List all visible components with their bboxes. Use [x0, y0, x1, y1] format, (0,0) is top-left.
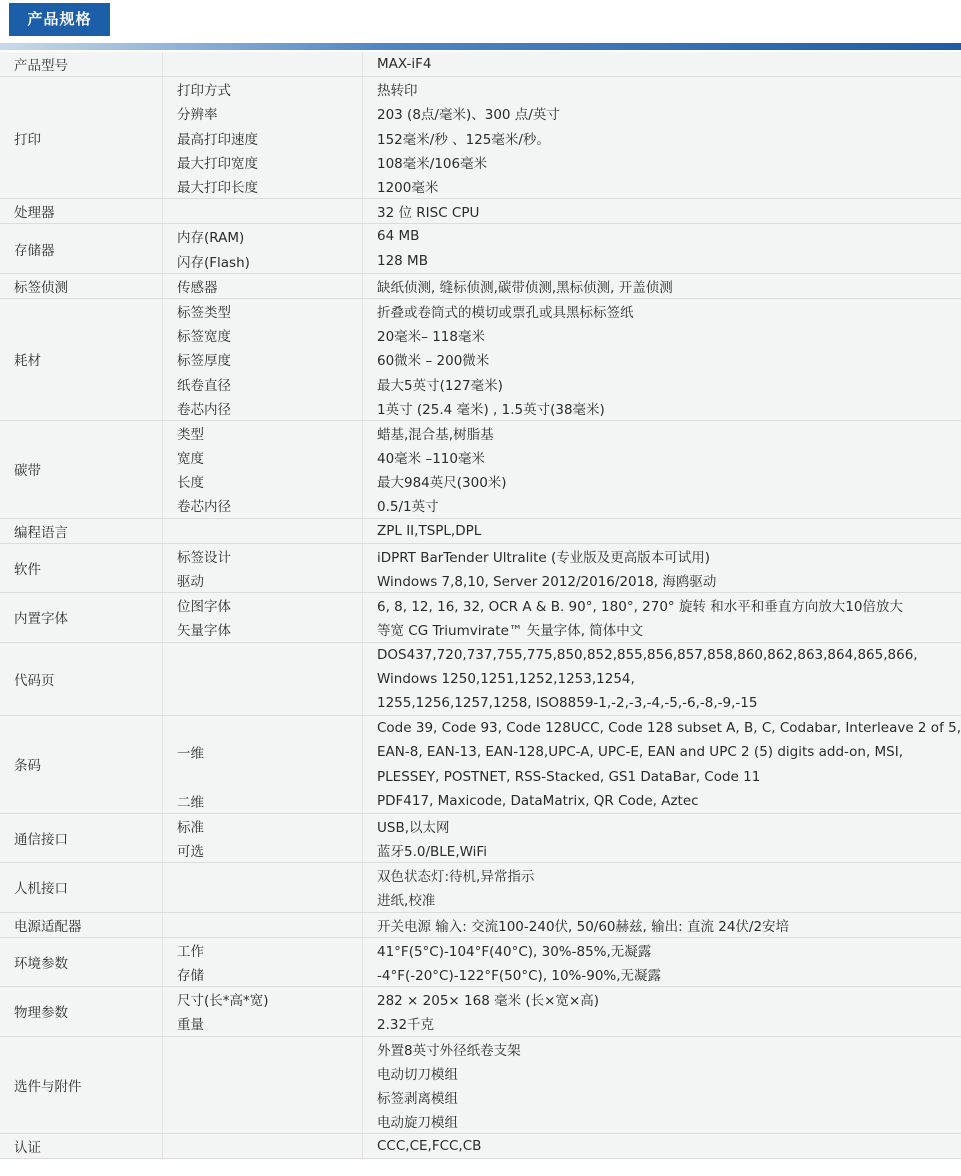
spec-group	[0, 716, 961, 814]
spec-subcategory: 标签厚度	[162, 347, 362, 371]
spec-value: Code 39, Code 93, Code 128UCC, Code 128 subset A, B, C, Codabar, Interleave 2 of 5,	[362, 716, 961, 740]
spec-category: 产品型号	[14, 58, 68, 75]
spec-subcategory	[162, 1134, 362, 1158]
spec-category: 存储器	[14, 242, 55, 259]
spec-subcategory: 分辨率	[162, 101, 362, 125]
spec-category: 物理参数	[14, 1005, 68, 1022]
spec-row	[162, 962, 961, 986]
spec-category: 打印	[14, 131, 41, 148]
spec-value: 标签剥离模组	[362, 1085, 961, 1109]
spec-subcategory: 矢量字体	[162, 617, 362, 641]
spec-subcategory: 可选	[162, 838, 362, 862]
spec-value: 等宽 CG Triumvirate™ 矢量字体, 简体中文	[362, 617, 961, 641]
spec-group	[0, 593, 961, 642]
spec-value: Windows 7,8,10, Server 2012/2016/2018, 海鸥驱动	[362, 568, 961, 592]
spec-row	[162, 1011, 961, 1035]
spec-category: 条码	[14, 758, 41, 775]
spec-row	[162, 396, 961, 420]
spec-row	[162, 77, 961, 101]
spec-subcategory	[162, 764, 362, 788]
spec-subcategory: 类型	[162, 421, 362, 445]
spec-row	[162, 519, 961, 543]
spec-row	[162, 789, 961, 813]
spec-subcategory	[162, 667, 362, 691]
spec-subcategory: 内存(RAM)	[162, 224, 362, 248]
spec-group	[0, 421, 961, 519]
spec-row	[162, 987, 961, 1011]
spec-category: 编程语言	[14, 524, 68, 541]
spec-value: EAN-8, EAN-13, EAN-128,UPC-A, UPC-E, EAN and UPC 2 (5) digits add-on, MSI,	[362, 740, 961, 764]
spec-value: 0.5/1英寸	[362, 493, 961, 517]
spec-row	[162, 887, 961, 911]
spec-value: 蓝牙5.0/BLE,WiFi	[362, 838, 961, 862]
spec-subcategory	[162, 913, 362, 937]
spec-value: 41°F(5°C)-104°F(40°C), 30%-85%,无凝露	[362, 938, 961, 962]
spec-group	[0, 299, 961, 421]
spec-row	[162, 643, 961, 667]
spec-category: 通信接口	[14, 832, 68, 848]
spec-row	[162, 274, 961, 298]
spec-value: 203 (8点/毫米)、300 点/英寸	[362, 101, 961, 125]
spec-value: iDPRT BarTender Ultralite (专业版及更高版本可试用)	[362, 544, 961, 568]
spec-subcategory	[162, 52, 362, 76]
spec-subcategory: 标签宽度	[162, 323, 362, 347]
spec-value: 热转印	[362, 77, 961, 101]
spec-group	[0, 274, 961, 299]
spec-group	[0, 52, 961, 77]
spec-category: 代码页	[14, 672, 55, 689]
spec-value: 6, 8, 12, 16, 32, OCR A & B. 90°, 180°, 270° 旋转 和水平和垂直方向放大10倍放大	[362, 593, 961, 617]
spec-subcategory	[162, 863, 362, 887]
spec-category: 软件	[14, 561, 41, 578]
spec-value: DOS437,720,737,755,775,850,852,855,856,857,858,860,862,863,864,865,866,	[362, 643, 961, 667]
spec-value: 最大984英尺(300米)	[362, 469, 961, 493]
spec-row	[162, 299, 961, 323]
spec-value: 108毫米/106毫米	[362, 150, 961, 174]
spec-row	[162, 1109, 961, 1133]
spec-subcategory: 纸卷直径	[162, 371, 362, 395]
spec-subcategory	[162, 643, 362, 667]
spec-row	[162, 617, 961, 641]
spec-value: 40毫米 –110毫米	[362, 445, 961, 469]
spec-row	[162, 1085, 961, 1109]
spec-subcategory: 卷芯内径	[162, 396, 362, 420]
spec-row	[162, 913, 961, 937]
spec-value: 1英寸 (25.4 毫米) , 1.5英寸(38毫米)	[362, 396, 961, 420]
spec-value: 开关电源 输入: 交流100-240伏, 50/60赫兹, 输出: 直流 24伏/2安培	[362, 913, 961, 937]
spec-subcategory: 驱动	[162, 568, 362, 592]
spec-group	[0, 519, 961, 544]
spec-value: 64 MB	[362, 224, 961, 248]
spec-row	[162, 126, 961, 150]
spec-row	[162, 1134, 961, 1158]
spec-row	[162, 764, 961, 788]
spec-subcategory: 打印方式	[162, 77, 362, 101]
spec-value: 双色状态灯:待机,异常指示	[362, 863, 961, 887]
spec-subcategory	[162, 716, 362, 740]
spec-row	[162, 863, 961, 887]
spec-value: 128 MB	[362, 249, 961, 273]
spec-row	[162, 323, 961, 347]
spec-category: 标签侦测	[14, 279, 68, 296]
spec-value: 蜡基,混合基,树脂基	[362, 421, 961, 445]
spec-row	[162, 740, 961, 764]
header-divider	[0, 43, 961, 50]
spec-value: 2.32千克	[362, 1011, 961, 1035]
spec-value: 282 × 205× 168 毫米 (长×宽×高)	[362, 987, 961, 1011]
spec-row	[162, 249, 961, 273]
spec-row	[162, 150, 961, 174]
spec-row	[162, 716, 961, 740]
spec-category: 内置字体	[14, 611, 68, 628]
spec-group	[0, 863, 961, 912]
spec-subcategory: 传感器	[162, 274, 362, 298]
spec-group	[0, 643, 961, 717]
spec-subcategory: 二维	[162, 789, 362, 813]
spec-value: 缺纸侦测, 缝标侦测,碳带侦测,黑标侦测, 开盖侦测	[362, 274, 961, 298]
spec-value: MAX-iF4	[362, 52, 961, 76]
spec-group	[0, 987, 961, 1036]
spec-value: PLESSEY, POSTNET, RSS-Stacked, GS1 DataBar, Code 11	[362, 764, 961, 788]
spec-subcategory: 尺寸(长*高*宽)	[162, 987, 362, 1011]
spec-category: 碳带	[14, 463, 41, 480]
spec-category: 环境参数	[14, 955, 68, 972]
spec-value: ZPL II,TSPL,DPL	[362, 519, 961, 543]
spec-row	[162, 174, 961, 198]
spec-group	[0, 1134, 961, 1159]
spec-group	[0, 224, 961, 273]
spec-value: 折叠或卷筒式的模切或票孔或具黑标标签纸	[362, 299, 961, 323]
spec-row	[162, 838, 961, 862]
spec-value: 32 位 RISC CPU	[362, 199, 961, 223]
spec-subcategory: 标签设计	[162, 544, 362, 568]
spec-row	[162, 371, 961, 395]
spec-group	[0, 199, 961, 224]
spec-category: 处理器	[14, 205, 55, 222]
spec-subcategory: 最高打印速度	[162, 126, 362, 150]
spec-subcategory: 标准	[162, 814, 362, 838]
spec-subcategory	[162, 1061, 362, 1085]
spec-subcategory: 一维	[162, 740, 362, 764]
spec-row	[162, 814, 961, 838]
spec-row	[162, 667, 961, 691]
spec-subcategory	[162, 887, 362, 911]
spec-row	[162, 1037, 961, 1061]
spec-group	[0, 544, 961, 593]
spec-category: 人机接口	[14, 881, 68, 898]
spec-category: 选件与附件	[14, 1078, 82, 1095]
spec-row	[162, 544, 961, 568]
spec-subcategory	[162, 519, 362, 543]
spec-category: 认证	[14, 1140, 41, 1157]
spec-value: 电动旋刀模组	[362, 1109, 961, 1133]
spec-row	[162, 691, 961, 715]
spec-value: 152毫米/秒 、125毫米/秒。	[362, 126, 961, 150]
spec-subcategory: 存储	[162, 962, 362, 986]
spec-group	[0, 1037, 961, 1135]
spec-row	[162, 593, 961, 617]
spec-value: PDF417, Maxicode, DataMatrix, QR Code, Aztec	[362, 789, 961, 813]
spec-row	[162, 1061, 961, 1085]
spec-value: 外置8英寸外径纸卷支架	[362, 1037, 961, 1061]
spec-subcategory: 闪存(Flash)	[162, 249, 362, 273]
spec-subcategory	[162, 1085, 362, 1109]
spec-value: 60微米 – 200微米	[362, 347, 961, 371]
spec-subcategory: 重量	[162, 1011, 362, 1035]
spec-subcategory: 卷芯内径	[162, 493, 362, 517]
spec-subcategory: 长度	[162, 469, 362, 493]
spec-table	[0, 52, 961, 1159]
spec-subcategory	[162, 1109, 362, 1133]
spec-row	[162, 445, 961, 469]
spec-category: 耗材	[14, 353, 41, 370]
spec-subcategory: 位图字体	[162, 593, 362, 617]
spec-category: 电源适配器	[14, 918, 82, 935]
spec-row	[162, 938, 961, 962]
spec-row	[162, 568, 961, 592]
spec-value: Windows 1250,1251,1252,1253,1254,	[362, 667, 961, 691]
spec-row	[162, 52, 961, 76]
spec-value: USB,以太网	[362, 814, 961, 838]
spec-subcategory	[162, 1037, 362, 1061]
spec-value: 1200毫米	[362, 174, 961, 198]
spec-value: 进纸,校准	[362, 887, 961, 911]
spec-group	[0, 938, 961, 987]
spec-value: 1255,1256,1257,1258, ISO8859-1,-2,-3,-4,-5,-6,-8,-9,-15	[362, 691, 961, 715]
spec-subcategory: 标签类型	[162, 299, 362, 323]
spec-subcategory: 最大打印长度	[162, 174, 362, 198]
spec-subcategory: 宽度	[162, 445, 362, 469]
section-title: 产品规格	[9, 3, 110, 36]
spec-row	[162, 493, 961, 517]
spec-group	[0, 814, 961, 863]
spec-value: -4°F(-20°C)-122°F(50°C), 10%-90%,无凝露	[362, 962, 961, 986]
spec-value: 最大5英寸(127毫米)	[362, 371, 961, 395]
spec-value: 20毫米– 118毫米	[362, 323, 961, 347]
spec-row	[162, 421, 961, 445]
spec-value: CCC,CE,FCC,CB	[362, 1134, 961, 1158]
spec-group	[0, 913, 961, 938]
spec-row	[162, 224, 961, 248]
spec-subcategory: 工作	[162, 938, 362, 962]
spec-value: 电动切刀模组	[362, 1061, 961, 1085]
spec-row	[162, 347, 961, 371]
spec-row	[162, 101, 961, 125]
spec-subcategory: 最大打印宽度	[162, 150, 362, 174]
spec-subcategory	[162, 691, 362, 715]
spec-row	[162, 199, 961, 223]
spec-group	[0, 77, 961, 199]
section-header	[0, 0, 961, 52]
spec-row	[162, 469, 961, 493]
spec-subcategory	[162, 199, 362, 223]
